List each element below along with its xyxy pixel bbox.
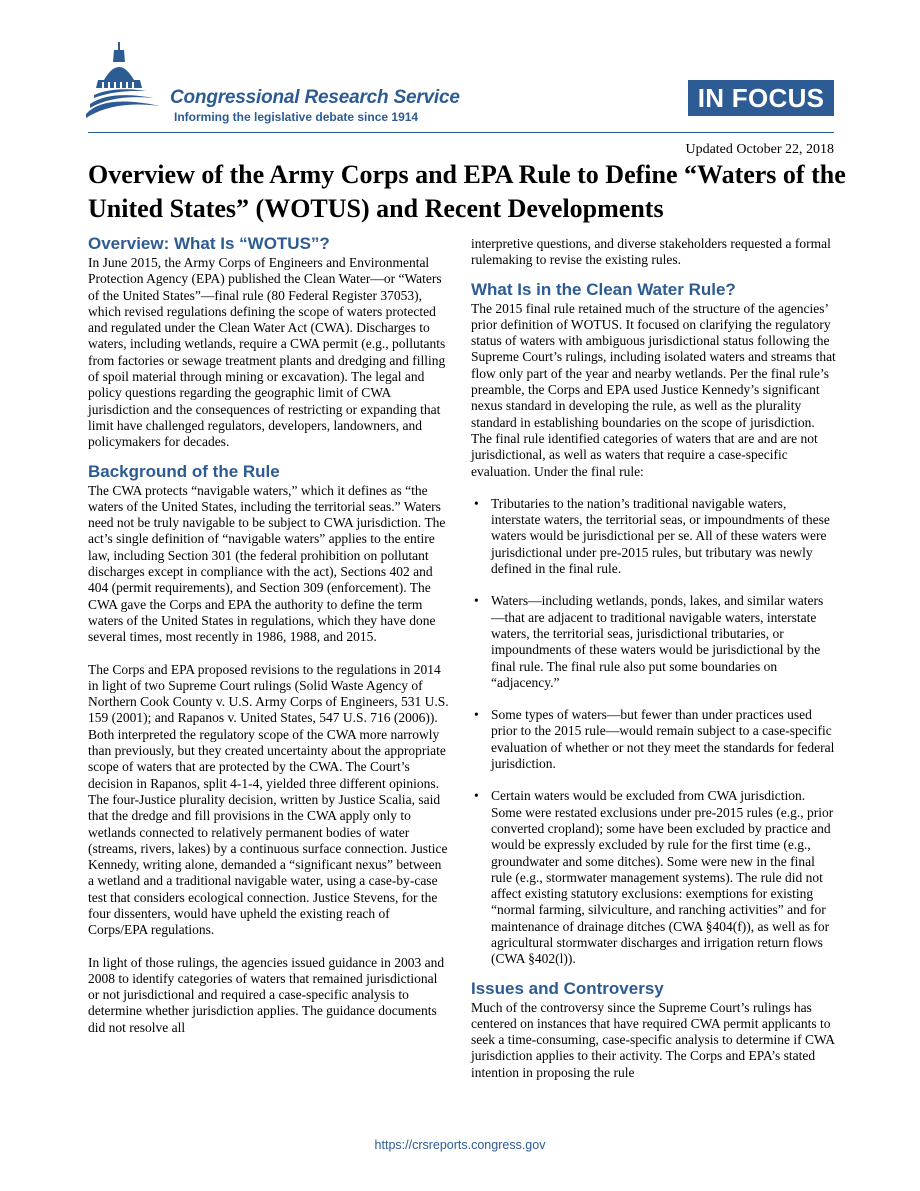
list-item [471, 788, 836, 967]
paragraph-clean-water-rule: The 2015 final rule retained much of the structure of the agencies’ prior definition of WOTUS. It focused on clarifying the regulatory status of waters with ambiguous jurisdictional status following the Supreme Court’s rulings, including isolated waters and streams that flow only part of the year and nearby wetlands. Per the final rule’s preamble, the Corps and EPA used Justice Kennedy’s significant nexus standard in developing the rule, as well as the plurality standard in establishing boundaries on the scope of jurisdiction. The final rule identified categories of waters that are and are not jurisdictional, as well as waters that require a case-specific evaluation. Under the final rule: [471, 300, 836, 479]
page-title: Overview of the Army Corps and EPA Rule to Define “Waters of the United States” (WOTUS) and Recent Developments [88, 160, 846, 223]
capitol-dome-logo-icon [84, 40, 164, 120]
paragraph-overview: In June 2015, the Army Corps of Engineers and Environmental Protection Agency (EPA) published the Clean Water—or “Waters of the United States”—final rule (80 Federal Register 37053), which revised regulations defining the scope of waters protected and regulated under the Clean Water Act (CWA). Discharges to waters, including wetlands, require a CWA permit (e.g., pollutants from factories or sewage treatment plants and dredging and filling of spoil material through mining or excavation). The legal and policy questions regarding the geographic limit of CWA jurisdiction and the consequences of restricting or expanding that limit have challenged regulators, developers, landowners, and policymakers for decades. [88, 255, 446, 450]
paragraph-continued: interpretive questions, and diverse stakeholders requested a formal rulemaking to revise the existing rules. [471, 236, 831, 268]
rule-bullet-list [471, 496, 836, 968]
paragraph-issues: Much of the controversy since the Supreme Court’s rulings has centered on instances that have required CWA permit applicants to seek a time-consuming, case-specific analysis to determine if CWA jurisdiction applies to their activity. The Corps and EPA’s stated intention in proposing the rule [471, 999, 835, 1080]
org-tagline: Informing the legislative debate since 1914 [174, 110, 419, 124]
list-item [471, 593, 836, 691]
footer-url-link[interactable]: https://crsreports.congress.gov [374, 1138, 546, 1152]
heading-issues: Issues and Controversy [471, 978, 664, 998]
org-name: Congressional Research Service [170, 87, 460, 108]
bullet-icon: • [474, 788, 479, 804]
paragraph-background-1: The CWA protects “navigable waters,” which it defines as “the waters of the United States, including the territorial seas.” Waters need not be truly navigable to be subject to CWA jurisdiction. The act’s single definition of “navigable waters” applies to the entire law, including Section 301 (the federal prohibition on pollutant discharges except in compliance with the act), Sections 402 and 404 (permit requirements), and Section 309 (enforcement). The CWA gave the Corps and EPA the authority to define the term waters of the United States in regulations, which they have done several times, most recently in 1986, 1988, and 2015. [88, 482, 446, 645]
report-header [0, 0, 920, 157]
heading-background: Background of the Rule [88, 461, 280, 481]
right-column [471, 236, 836, 1081]
list-item-text: Some types of waters—but fewer than under practices used prior to the 2015 rule—would remain subject to a case-specific evaluation of whether or not they meet the standards for federal jurisdiction. [491, 707, 835, 772]
heading-overview: Overview: What Is “WOTUS”? [88, 234, 330, 253]
bullet-icon: • [474, 593, 479, 609]
paragraph-background-3: In light of those rulings, the agencies issued guidance in 2003 and 2008 to identify categories of waters that remained jurisdictional or not jurisdictional and required a case-specific analysis to determine whether jurisdiction applies. The guidance documents did not resolve all [88, 954, 445, 1035]
list-item-text: Certain waters would be excluded from CWA jurisdiction. Some were restated exclusions under pre-2015 rules (e.g., prior converted cropland); some have been excluded by practice and would be expressly excluded by rule for the first time (e.g., groundwater and some ditches). Some were new in the final rule (e.g., stormwater management systems). The rule did not affect existing statutory exclusions: exemptions for existing “normal farming, silviculture, and ranching activities” and for maintenance of drainage ditches (CWA §404(f)), as well as for agricultural stormwater discharges and irrigation return flows (CWA §402(l)). [491, 788, 834, 967]
list-item [471, 707, 836, 772]
list-item-text: Tributaries to the nation’s traditional navigable waters, interstate waters, the territorial seas, or impoundments of these waters would be jurisdictional per se. All of these waters were jurisdictional under pre-2015 rules, but tributary was newly defined in the final rule. [491, 495, 830, 577]
paragraph-background-2: The Corps and EPA proposed revisions to the regulations in 2014 in light of two Supreme Court rulings (Solid Waste Agency of Northern Cook County v. U.S. Army Corps of Engineers, 531 U.S. 159 (2001); and Rapanos v. United States, 547 U.S. 716 (2006)). Both interpreted the regulatory scope of the CWA more narrowly than previously, but they created uncertainty about the appropriate scope of waters that are protected by the CWA. The Court’s decision in Rapanos, split 4-1-4, yielded three different opinions. The four-Justice plurality decision, written by Justice Scalia, said that the dredge and fill provisions in the CWA apply only to wetlands connected to relatively permanent bodies of water (streams, rivers, lakes) by a continuous surface connection. Justice Kennedy, writing alone, demanded a “significant nexus” between a wetland and a traditional navigable water, using a case-by-case test that considers ecological connection. Justice Stevens, for the four dissenters, would have upheld the existing reach of Corps/EPA regulations. [88, 661, 449, 938]
list-item [471, 496, 836, 577]
in-focus-badge: IN FOCUS [688, 80, 834, 116]
header-divider [88, 132, 834, 133]
bullet-icon: • [474, 495, 479, 511]
left-column [88, 234, 450, 1036]
updated-date: Updated October 22, 2018 [685, 142, 834, 157]
list-item-text: Waters—including wetlands, ponds, lakes, and similar waters—that are adjacent to traditional navigable waters, interstate waters, the territorial seas, jurisdictional tributaries, or impoundments of these waters would be jurisdictional by the final rule. The final rule also put some boundaries on “adjacency.” [491, 593, 824, 690]
heading-clean-water-rule: What Is in the Clean Water Rule? [471, 279, 736, 299]
bullet-icon: • [474, 707, 479, 723]
